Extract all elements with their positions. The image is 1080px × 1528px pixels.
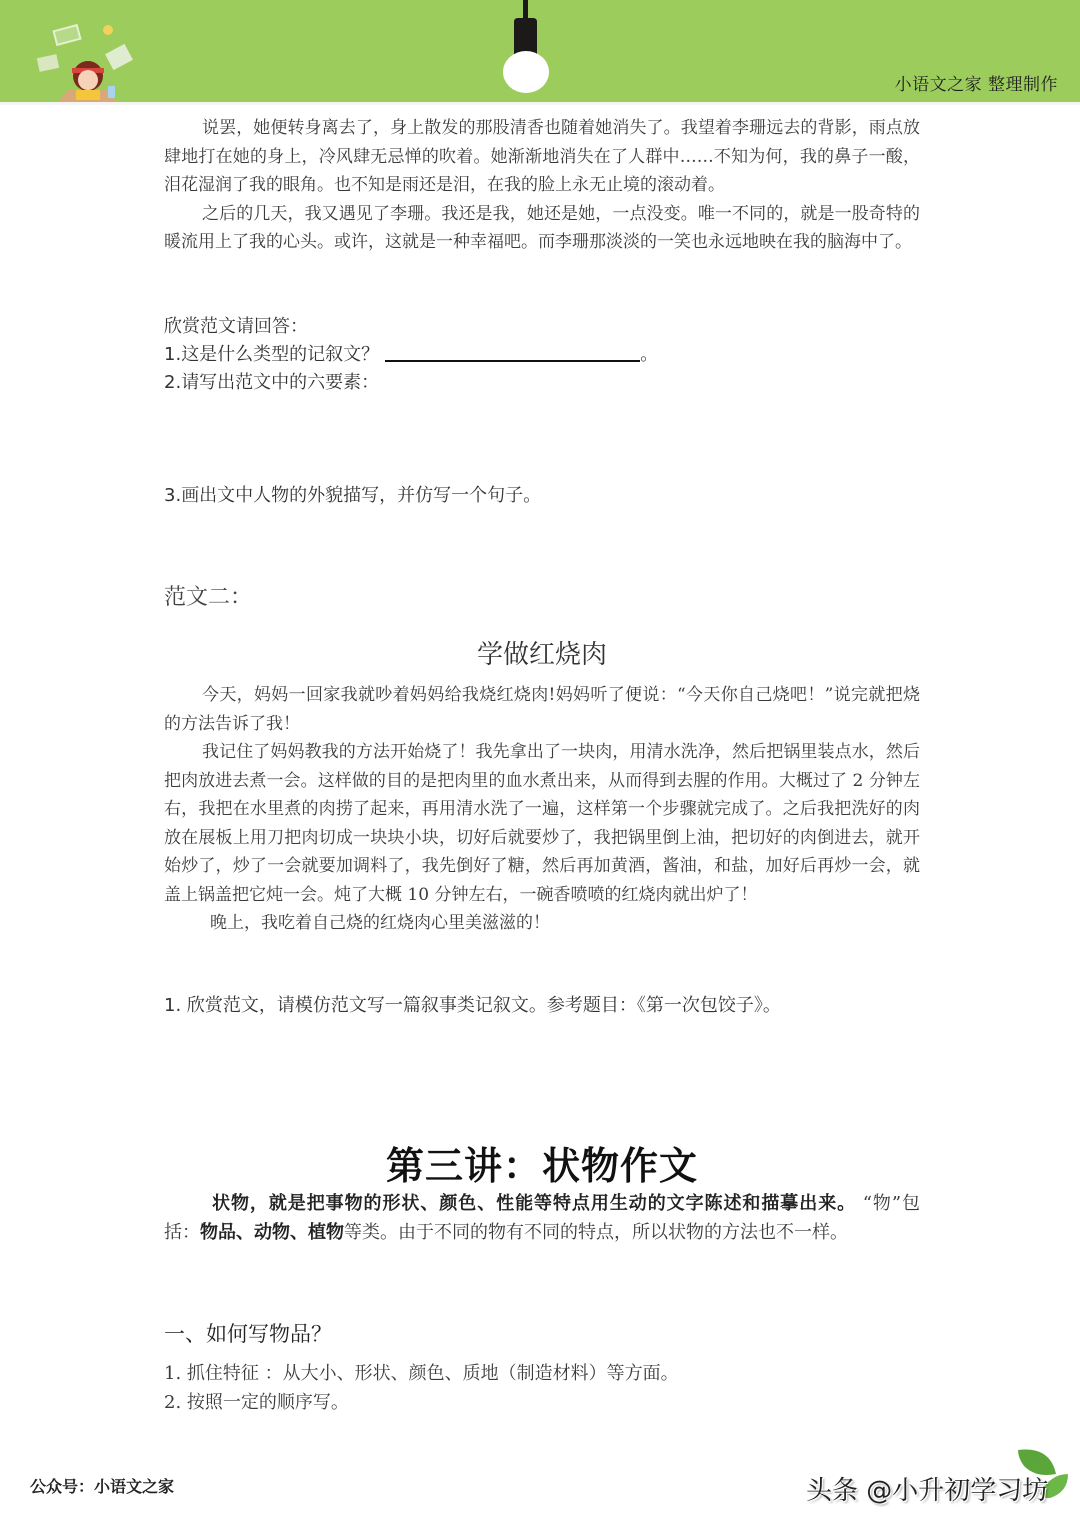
intro-paragraph: 状物，就是把事物的形状、颜色、性能等特点用生动的文字陈述和描摹出来。 “物”包括：物品、动物、植物等类。由于不同的物有不同的特点，所以状物的方法也不一样。 xyxy=(164,1193,921,1243)
essay-title: 学做红烧肉 xyxy=(476,640,607,670)
questions-block xyxy=(164,313,920,397)
girl-studying-illustration xyxy=(28,18,143,104)
paragraph: 今天，妈妈一回家我就吵着妈妈给我烧红烧肉!妈妈听了便说：“今天你自己烧吧！”说完就把烧的方法告诉了我！ xyxy=(164,685,920,734)
paragraph: 说罢，她便转身离去了，身上散发的那股清香也随着她消失了。我望着李珊远去的背影，雨点放肆地打在她的身上，冷风肆无忌惮的吹着。她渐渐地消失在了人群中……不知为何，我的鼻子一酸，泪花湿润了我的眼角。也不知是雨还是泪，在我的脸上永无止境的滚动着。 xyxy=(164,118,920,195)
lecture-three-title-wrap xyxy=(164,1135,920,1190)
task-1: 1. 欣赏范文，请模仿范文写一篇叙事类记叙文。参考题目：《第一次包饺子》。 xyxy=(164,995,781,1016)
question-1: 1.这是什么类型的记叙文？ 。 xyxy=(164,344,659,365)
essay-two-task xyxy=(164,992,920,1020)
section-heading-wrap xyxy=(164,1318,920,1348)
question-3-block xyxy=(164,482,920,510)
question-3: 3.画出文中人物的外貌描写，并仿写一个句子。 xyxy=(164,485,542,506)
essay-one-ending xyxy=(164,114,920,257)
footer-account-text: 公众号：小语文之家 xyxy=(30,1477,175,1496)
essay-two-title-wrap xyxy=(164,634,920,671)
section-heading: 一、如何写物品？ xyxy=(164,1322,332,1346)
header-brand-text: 小语文之家 整理制作 xyxy=(894,75,1058,95)
paragraph: 我记住了妈妈教我的方法开始烧了！我先拿出了一块肉，用清水洗净，然后把锅里装点水，然后把肉放进去煮一会。这样做的目的是把肉里的血水煮出来，从而得到去腥的作用。大概过了 2 分钟左右，我把在水里煮的肉捞了起来，再用清水洗了一遍，这样第一个步骤就完成了。之后我把洗好的肉放在展板上用刀把肉切成一块块小块，切好后就要炒了，我把锅里倒上油，把切好的肉倒进去，就开始炒了，炒了一会就要加调料了，我先倒好了糖，然后再加黄酒，酱油，和盐，加好后再炒一会，就盖上锅盖把它炖一会。炖了大概 10 分钟左右，一碗香喷喷的红烧肉就出炉了！ xyxy=(164,742,920,905)
essay-two-label xyxy=(164,580,920,611)
section-label: 范文二： xyxy=(164,585,253,610)
header-divider xyxy=(0,102,1080,105)
list-item: 1. 抓住特征 ：从大小、形状、颜色、质地（制造材料）等方面。 xyxy=(164,1363,679,1384)
points-list xyxy=(164,1360,920,1417)
lecture-three-intro xyxy=(164,1190,920,1247)
page-header-banner xyxy=(0,0,1080,102)
paragraph: 晚上，我吃着自己烧的红烧肉心里美滋滋的！ xyxy=(210,913,550,933)
essay-two-body xyxy=(164,681,920,938)
questions-intro: 欣赏范文请回答： xyxy=(164,316,308,337)
question-2: 2.请写出范文中的六要素： xyxy=(164,372,380,393)
paragraph: 之后的几天，我又遇见了李珊。我还是我，她还是她，一点没变。唯一不同的，就是一股奇特的暖流用上了我的心头。或许，这就是一种幸福吧。而李珊那淡淡的一笑也永远地映在我的脑海中了。 xyxy=(164,203,920,252)
answer-blank-line[interactable] xyxy=(385,342,640,362)
list-item: 2. 按照一定的顺序写。 xyxy=(164,1391,349,1413)
watermark-text: 头条 @小升初学习坊 xyxy=(806,1476,1049,1506)
lecture-title: 第三讲：状物作文 xyxy=(385,1144,698,1188)
light-bulb-icon xyxy=(496,0,556,100)
